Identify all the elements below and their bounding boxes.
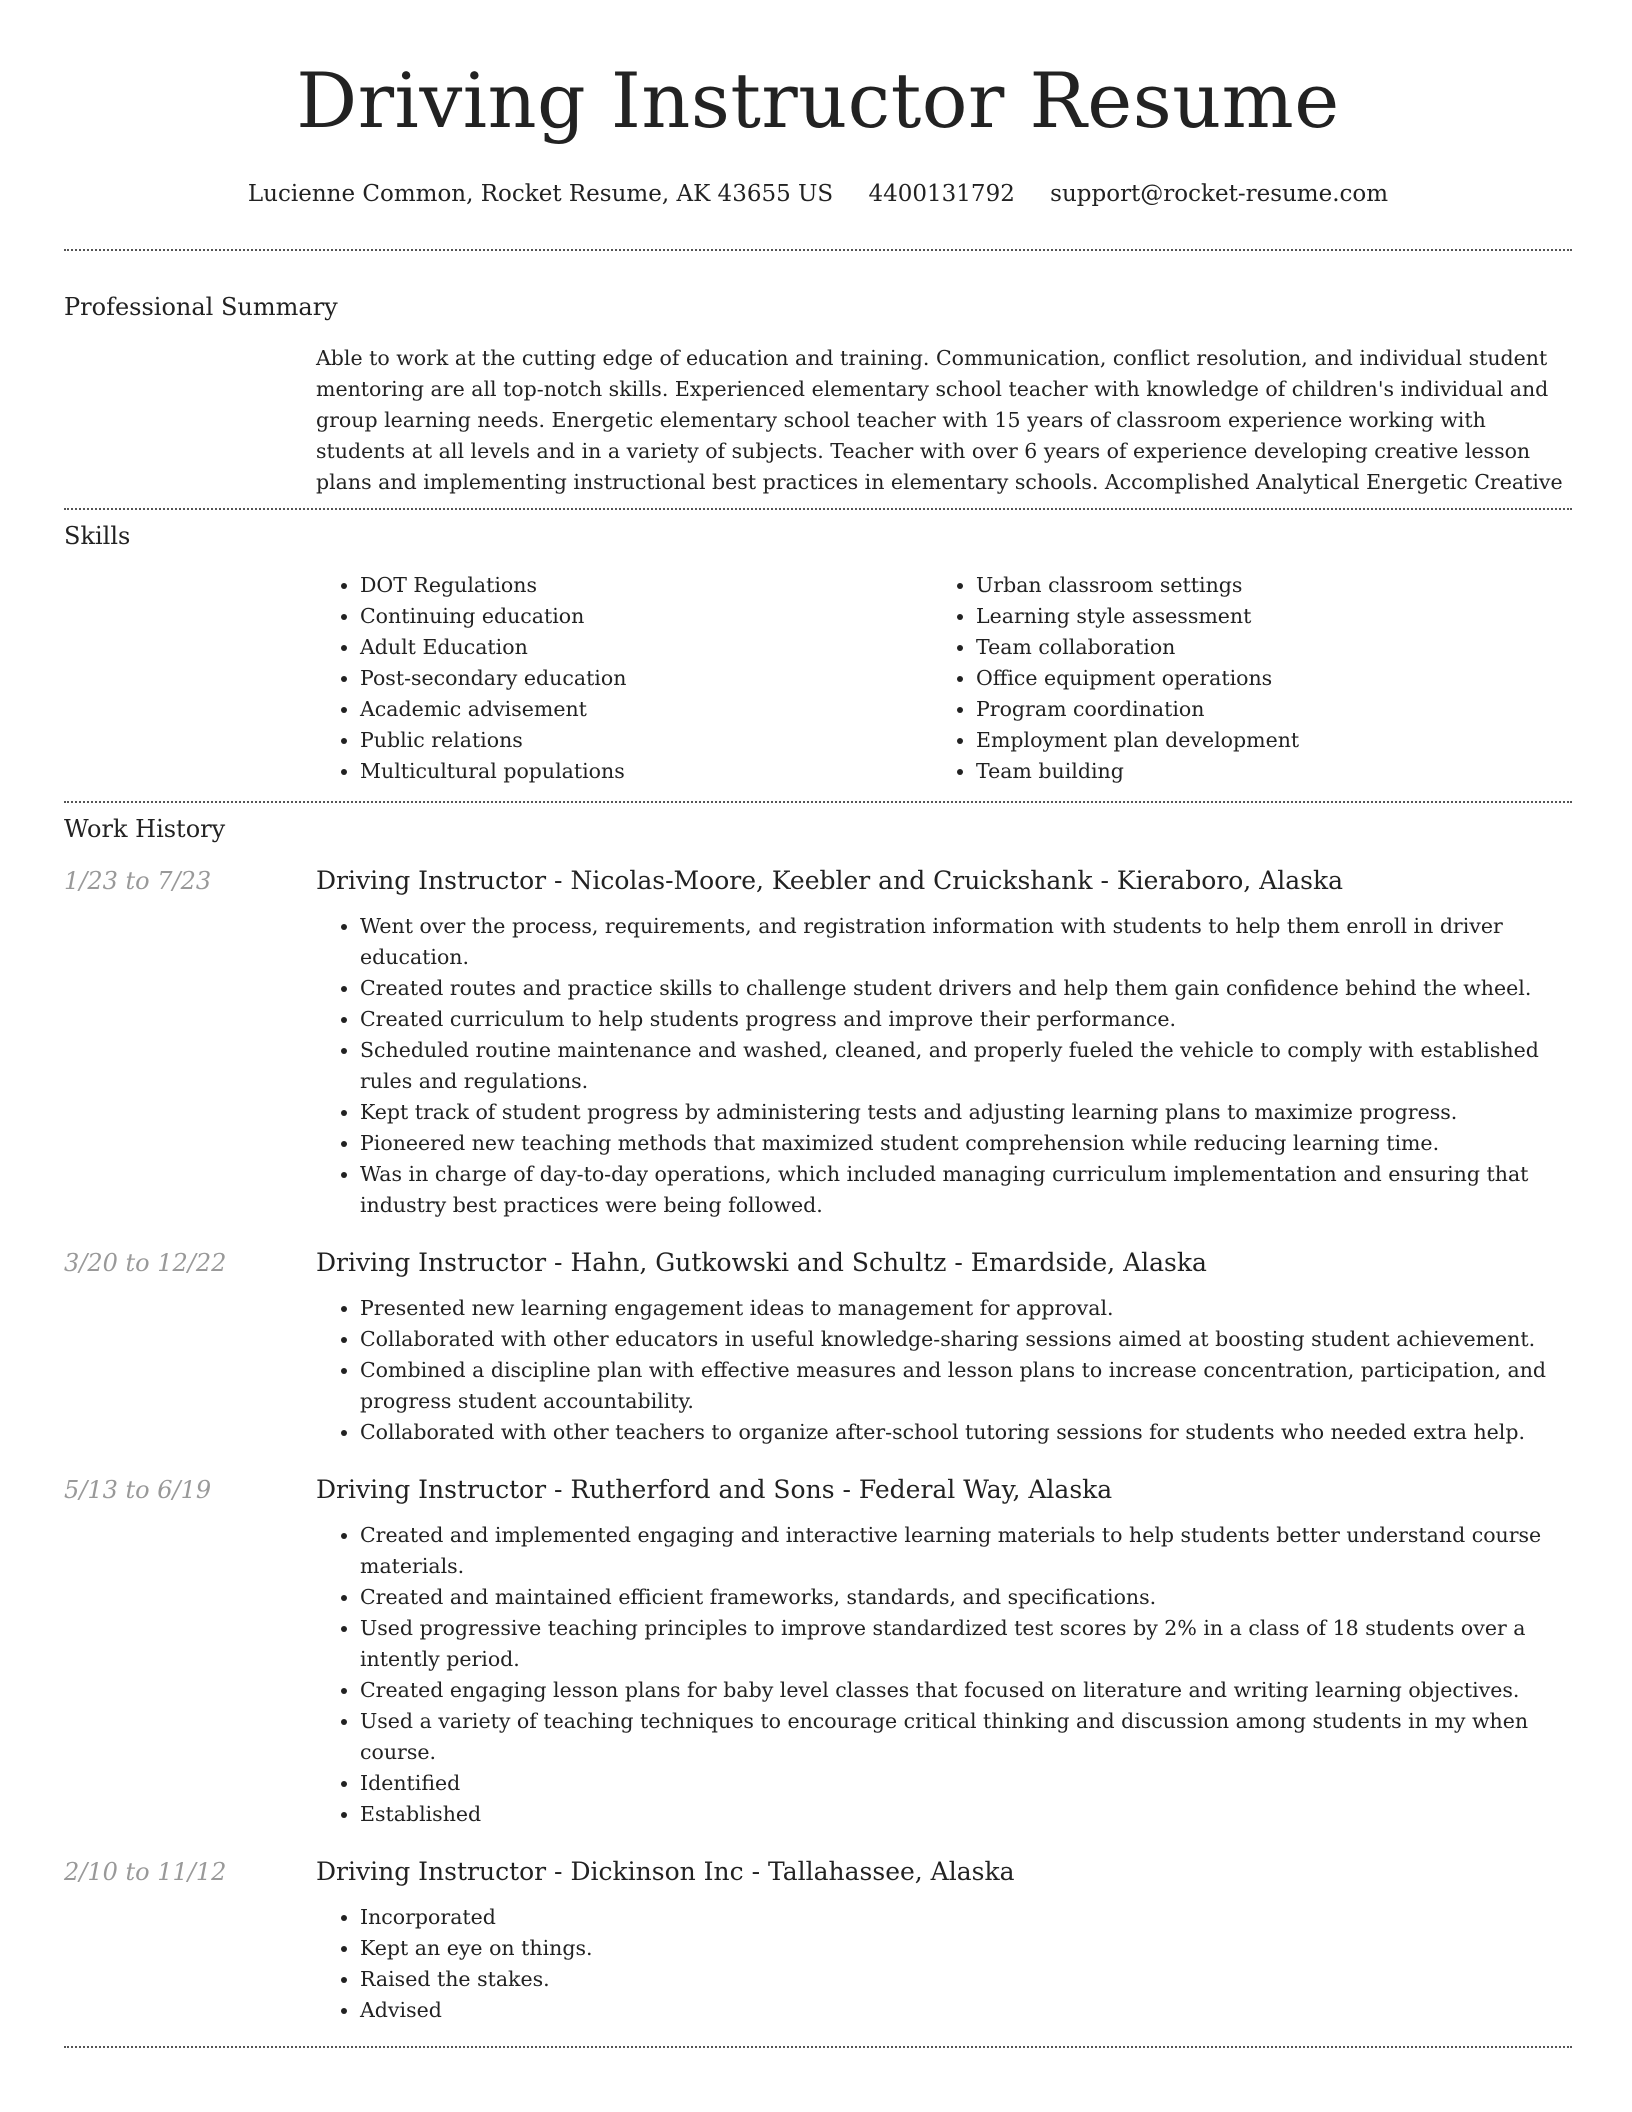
job-bullet: • Collaborated with other teachers to organize after-school tutoring sessions for students who needed extra help. bbox=[360, 1417, 1572, 1448]
job-dates: 2/10 to 11/12 bbox=[64, 1858, 227, 1886]
skill-item: • Employment plan development bbox=[976, 725, 1548, 756]
skill-item: • Office equipment operations bbox=[976, 663, 1548, 694]
skill-item: • Learning style assessment bbox=[976, 601, 1548, 632]
job-entry bbox=[64, 1856, 1572, 2026]
contact-address: Lucienne Common, Rocket Resume, AK 43655 US bbox=[247, 181, 834, 207]
job-bullet: • Scheduled routine maintenance and washed, cleaned, and properly fueled the vehicle to comply with established rules and regulations. bbox=[360, 1035, 1572, 1097]
job-bullet: • Kept track of student progress by administering tests and adjusting learning plans to maximize progress. bbox=[360, 1097, 1572, 1128]
job-bullet: • Was in charge of day-to-day operations, which included managing curriculum implementation and ensuring that industry best practices were being followed. bbox=[360, 1159, 1572, 1221]
divider bbox=[64, 508, 1572, 510]
divider bbox=[64, 2046, 1572, 2048]
job-bullet: • Identified bbox=[360, 1768, 1572, 1799]
job-bullet: • Created routes and practice skills to challenge student drivers and help them gain confidence behind the wheel. bbox=[360, 973, 1572, 1004]
resume-title: Driving Instructor Resume bbox=[296, 56, 1340, 145]
job-dates: 5/13 to 6/19 bbox=[64, 1476, 212, 1504]
job-bullet: • Went over the process, requirements, and registration information with students to help them enroll in driver education. bbox=[360, 911, 1572, 973]
job-bullet: • Combined a discipline plan with effective measures and lesson plans to increase concentration, participation, and progress student accountability. bbox=[360, 1355, 1572, 1417]
job-bullet: • Collaborated with other educators in useful knowledge-sharing sessions aimed at boosting student achievement. bbox=[360, 1324, 1572, 1355]
job-bullet: • Advised bbox=[360, 1995, 1572, 2026]
job-dates: 3/20 to 12/22 bbox=[64, 1249, 227, 1277]
summary-heading: Professional Summary bbox=[64, 293, 338, 321]
contact-email: support@rocket-resume.com bbox=[1050, 181, 1389, 207]
job-body bbox=[316, 1474, 1572, 1830]
job-bullet: • Incorporated bbox=[360, 1902, 1572, 1933]
job-bullets bbox=[316, 911, 1572, 1221]
skill-item: • Post-secondary education bbox=[360, 663, 932, 694]
job-bullets bbox=[316, 1902, 1572, 2026]
job-bullet: • Kept an eye on things. bbox=[360, 1933, 1572, 1964]
summary-text: Able to work at the cutting edge of education and training. Communication, conflict resolution, and individual student mentoring are all top-notch skills. Experienced elementary school teacher with knowledge of children's individual and group learning needs. Energetic elementary school teacher with 15 years of classroom experience working with students at all levels and in a variety of subjects. Teacher with over 6 years of experience developing creative lesson plans and implementing instructional best practices in elementary schools. Accomplished Analytical Energetic Creative bbox=[316, 346, 1563, 494]
contact-phone: 4400131792 bbox=[868, 181, 1015, 207]
skill-item: • DOT Regulations bbox=[360, 570, 932, 601]
work-history-heading: Work History bbox=[64, 815, 226, 843]
skills-heading: Skills bbox=[64, 522, 131, 550]
job-bullet: • Used progressive teaching principles to improve standardized test scores by 2% in a class of 18 students over a intently period. bbox=[360, 1613, 1572, 1675]
divider bbox=[64, 249, 1572, 251]
job-bullet: • Created engaging lesson plans for baby level classes that focused on literature and writing learning objectives. bbox=[360, 1675, 1572, 1706]
job-body bbox=[316, 1856, 1572, 2026]
skills-column-right bbox=[932, 570, 1548, 787]
job-bullet: • Raised the stakes. bbox=[360, 1964, 1572, 1995]
skills-column-left bbox=[316, 570, 932, 787]
job-bullet: • Created curriculum to help students progress and improve their performance. bbox=[360, 1004, 1572, 1035]
job-bullet: • Created and implemented engaging and interactive learning materials to help students better understand course materials. bbox=[360, 1520, 1572, 1582]
skill-item: • Continuing education bbox=[360, 601, 932, 632]
job-bullet: • Used a variety of teaching techniques to encourage critical thinking and discussion among students in my when course. bbox=[360, 1706, 1572, 1768]
job-entry bbox=[64, 865, 1572, 1221]
divider bbox=[64, 801, 1572, 803]
contact-line bbox=[64, 178, 1572, 210]
job-body bbox=[316, 865, 1572, 1221]
skill-item: • Team collaboration bbox=[976, 632, 1548, 663]
skills-list bbox=[316, 570, 1572, 787]
job-body bbox=[316, 1247, 1572, 1448]
job-heading: Driving Instructor - Nicolas-Moore, Keebler and Cruickshank - Kieraboro, Alaska bbox=[316, 866, 1344, 895]
job-dates: 1/23 to 7/23 bbox=[64, 867, 212, 895]
skill-item: • Academic advisement bbox=[360, 694, 932, 725]
skill-item: • Public relations bbox=[360, 725, 932, 756]
job-heading: Driving Instructor - Dickinson Inc - Tallahassee, Alaska bbox=[316, 1857, 1015, 1886]
skill-item: • Program coordination bbox=[976, 694, 1548, 725]
job-bullets bbox=[316, 1293, 1572, 1448]
job-bullet: • Created and maintained efficient frameworks, standards, and specifications. bbox=[360, 1582, 1572, 1613]
skill-item: • Multicultural populations bbox=[360, 756, 932, 787]
skill-item: • Team building bbox=[976, 756, 1548, 787]
job-entry bbox=[64, 1247, 1572, 1448]
job-bullet: • Pioneered new teaching methods that maximized student comprehension while reducing learning time. bbox=[360, 1128, 1572, 1159]
job-heading: Driving Instructor - Hahn, Gutkowski and Schultz - Emardside, Alaska bbox=[316, 1248, 1207, 1277]
job-heading: Driving Instructor - Rutherford and Sons - Federal Way, Alaska bbox=[316, 1475, 1113, 1504]
skill-item: • Adult Education bbox=[360, 632, 932, 663]
job-entry bbox=[64, 1474, 1572, 1830]
resume-page bbox=[64, 0, 1572, 2048]
skill-item: • Urban classroom settings bbox=[976, 570, 1548, 601]
job-bullet: • Presented new learning engagement ideas to management for approval. bbox=[360, 1293, 1572, 1324]
job-bullets bbox=[316, 1520, 1572, 1830]
job-bullet: • Established bbox=[360, 1799, 1572, 1830]
